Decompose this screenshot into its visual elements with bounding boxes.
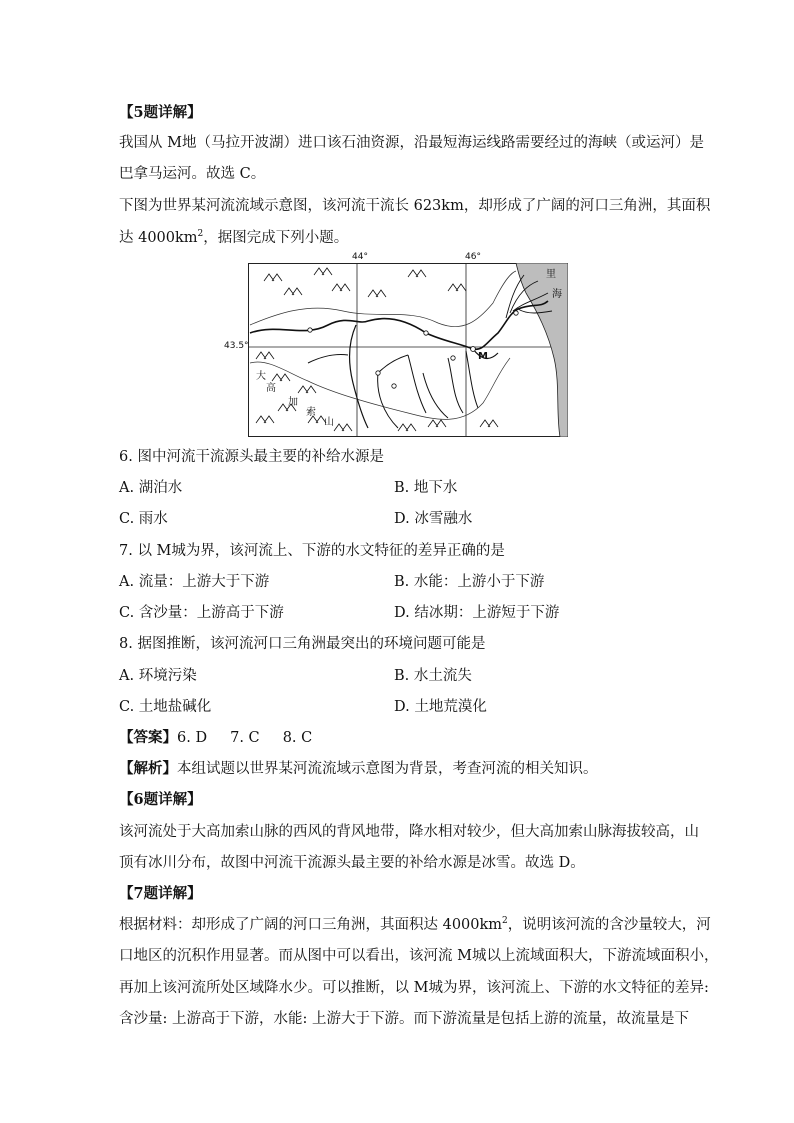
answer-label: 【答案】 — [119, 729, 177, 746]
label-point-m: M — [478, 351, 488, 362]
q7-option-d: D. 结冰期：上游短于下游 — [394, 605, 560, 621]
intro-line1: 下图为世界某河流流域示意图，该河流干流长 623km，却形成了广阔的河口三角洲，其面积 — [119, 198, 711, 214]
q8-option-c: C. 土地盐碱化 — [119, 699, 212, 715]
section5-body-line2: 巴拿马运河。故选 C。 — [119, 166, 266, 182]
section7-body-line1 — [119, 915, 711, 935]
section6-body-line2: 顶有冰川分布，故图中河流干流源头最主要的补给水源是冰雪。故选 D。 — [119, 855, 585, 871]
label-lon-46: 46° — [465, 252, 481, 262]
answer-line — [119, 728, 312, 748]
section6-body-line1: 该河流处于大高加索山脉的西风的背风地带，降水相对较少，但大高加索山脉海拔较高，山 — [119, 824, 699, 840]
label-lon-44: 44° — [352, 252, 368, 262]
intro-line2-sup: 2 — [197, 229, 204, 240]
section7-heading: 【7题详解】 — [119, 885, 202, 902]
q6-option-d: D. 冰雪融水 — [394, 511, 473, 527]
label-mountain-3: 加 — [288, 397, 298, 408]
q6-option-c: C. 雨水 — [119, 511, 168, 527]
river-basin-map — [224, 252, 568, 437]
town-delta — [514, 311, 518, 315]
section5-heading: 【5题详解】 — [119, 104, 202, 121]
label-mountain-2: 高 — [266, 383, 276, 394]
section5-body-line1: 我国从 M地（马拉开波湖）进口该石油资源，沿最短海运线路需要经过的海峡（或运河）是 — [119, 135, 704, 151]
answer-text: 6. D 7. C 8. C — [177, 730, 313, 746]
q7-option-b: B. 水能：上游小于下游 — [394, 574, 545, 590]
analysis-label: 【解析】 — [119, 760, 177, 777]
town-2 — [376, 371, 380, 375]
section6-heading: 【6题详解】 — [119, 791, 202, 808]
section7-body-line3: 再加上该河流所处区域降水少。可以推断，以 M城为界，该河流上、下游的水文特征的差异: — [119, 980, 709, 996]
section7-body-line2: 口地区的沉积作用显著。而从图中可以看出，该河流 M城以上流域面积大，下游流域面积小， — [119, 948, 719, 964]
town-m — [471, 347, 476, 352]
q7-stem: 7. 以 M城为界，该河流上、下游的水文特征的差异正确的是 — [119, 543, 505, 559]
analysis-line — [119, 759, 598, 779]
intro-line2-part1: 达 4000km — [119, 230, 198, 246]
q8-option-b: B. 水土流失 — [394, 668, 472, 684]
analysis-text: 本组试题以世界某河流流域示意图为背景，考查河流的相关知识。 — [177, 761, 598, 777]
q7-option-a: A. 流量：上游大于下游 — [119, 574, 270, 590]
label-lat-43-5: 43.5° — [224, 341, 249, 351]
town-1 — [308, 328, 312, 332]
town-5 — [451, 356, 455, 360]
section7-body-line4: 含沙量: 上游高于下游，水能: 上游大于下游。而下游流量是包括上游的流量，故流量是下 — [119, 1011, 689, 1027]
label-mountain-4: 索 — [306, 407, 316, 418]
section7-body-line1-sup: 2 — [502, 916, 508, 927]
label-mountain-5: 山 — [324, 417, 334, 428]
q6-option-b: B. 地下水 — [394, 480, 458, 496]
intro-line2-part2: ，据图完成下列小题。 — [203, 230, 349, 246]
label-caspian-2: 海 — [552, 289, 562, 300]
q6-stem: 6. 图中河流干流源头最主要的补给水源是 — [119, 449, 384, 465]
q8-option-a: A. 环境污染 — [119, 668, 197, 684]
town-3 — [392, 384, 396, 388]
map-svg — [248, 263, 568, 437]
q8-option-d: D. 土地荒漠化 — [394, 699, 487, 715]
town-4 — [424, 331, 428, 335]
intro-line2 — [119, 228, 348, 248]
section7-body-line1-part1: 根据材料：却形成了广阔的河口三角洲，其面积达 4000km — [119, 917, 503, 933]
section7-body-line1-part2: ，说明该河流的含沙量较大，河 — [507, 917, 711, 933]
q6-option-a: A. 湖泊水 — [119, 480, 183, 496]
label-caspian-1: 里 — [546, 269, 556, 280]
q8-stem: 8. 据图推断，该河流河口三角洲最突出的环境问题可能是 — [119, 636, 486, 652]
label-mountain-1: 大 — [256, 371, 266, 382]
q7-option-c: C. 含沙量：上游高于下游 — [119, 605, 284, 621]
